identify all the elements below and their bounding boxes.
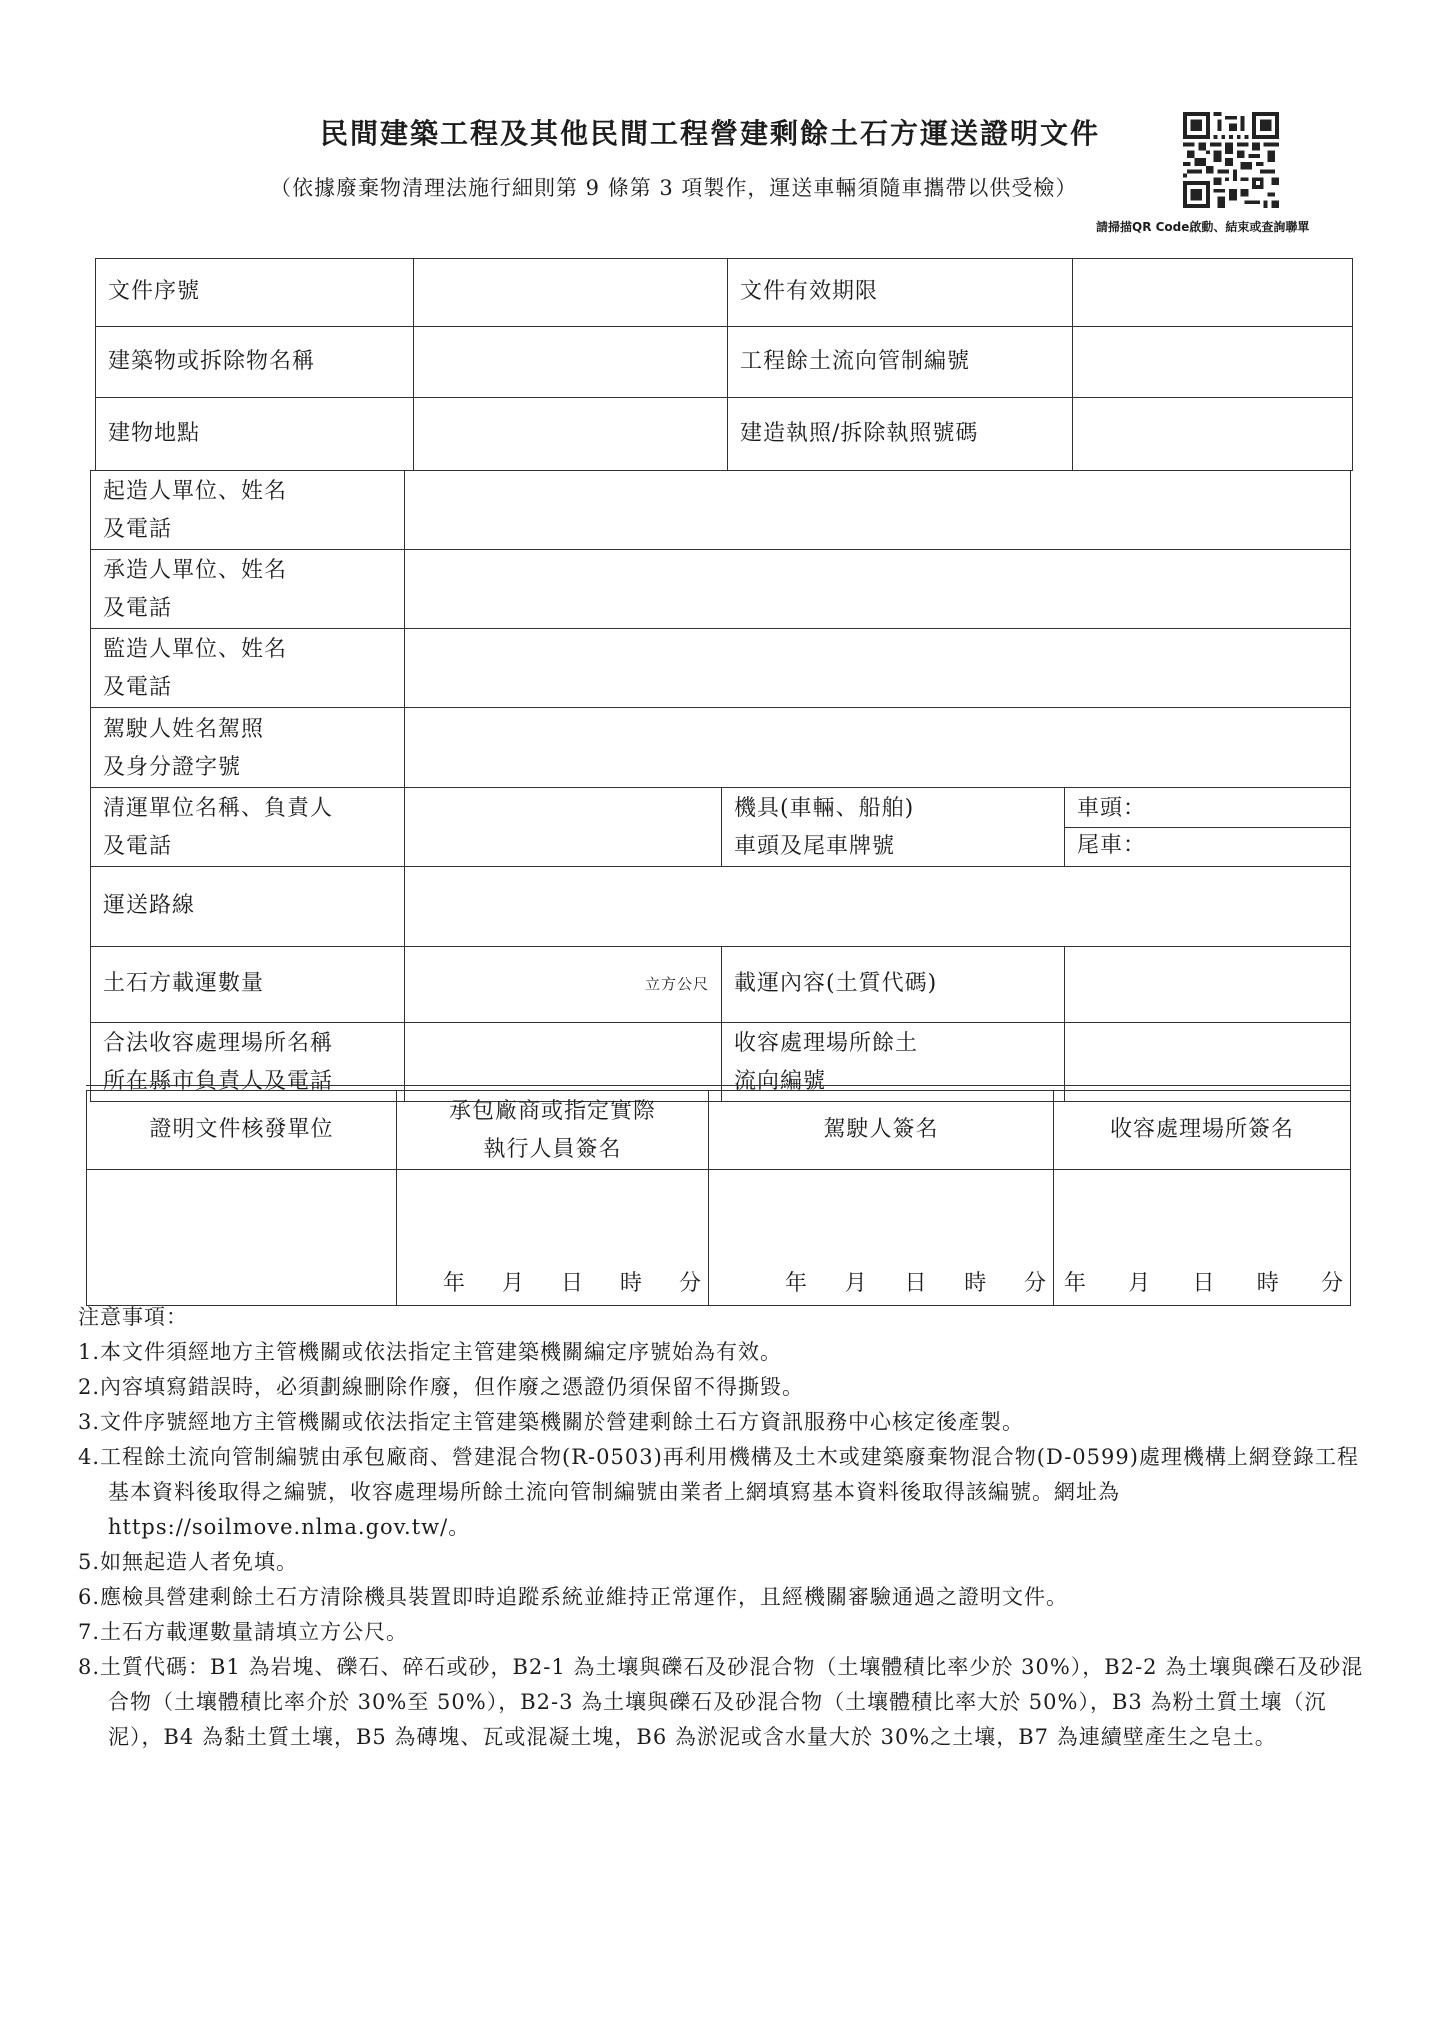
qr-caption: 請掃描QR Code啟動、結束或查詢聯單 bbox=[1096, 220, 1310, 234]
quantity-unit: 立方公尺 bbox=[644, 974, 709, 993]
table-row bbox=[91, 947, 1351, 1023]
table-row bbox=[96, 327, 1353, 398]
driver-label-line1: 駕駛人姓名駕照 bbox=[103, 716, 265, 742]
owner-label-line2: 及電話 bbox=[103, 517, 173, 542]
month-unit: 月 bbox=[501, 1270, 525, 1296]
facility-flow-label-line1: 收容處理場所餘土 bbox=[734, 1031, 919, 1056]
note-item: 1.本文件須經地方主管機關或依法指定主管建築機關編定序號始為有效。 bbox=[78, 1340, 783, 1364]
facility-sign-field[interactable] bbox=[1054, 1170, 1351, 1306]
year-unit: 年 bbox=[1064, 1270, 1088, 1296]
day-unit: 日 bbox=[1192, 1270, 1216, 1296]
hauler-label-line2: 及電話 bbox=[103, 834, 173, 859]
owner-label bbox=[91, 471, 405, 550]
facility-flow-label-line2: 流向編號 bbox=[734, 1069, 827, 1094]
table-row bbox=[96, 259, 1353, 327]
table-row bbox=[91, 550, 1351, 629]
owner-label-line1: 起造人單位、姓名 bbox=[103, 479, 288, 504]
table-row bbox=[87, 1170, 1351, 1306]
vehicle-label-line1: 機具(車輛、船舶) bbox=[734, 796, 915, 821]
doc-validity-field[interactable] bbox=[1073, 259, 1353, 327]
note-item: 5.如無起造人者免填。 bbox=[78, 1550, 299, 1574]
minute-unit: 分 bbox=[1023, 1270, 1047, 1296]
driver-label bbox=[91, 708, 405, 788]
driver-field[interactable] bbox=[405, 708, 1351, 788]
notes-heading: 注意事項： bbox=[78, 1305, 188, 1329]
section-divider bbox=[86, 1085, 1350, 1089]
facility-label-line2: 所在縣市負責人及電話 bbox=[103, 1069, 334, 1094]
content-label: 載運內容(土質代碼) bbox=[722, 947, 1065, 1023]
issuer-sign-field[interactable] bbox=[87, 1170, 397, 1306]
facility-sign-datetime bbox=[1058, 1267, 1350, 1301]
table-row bbox=[91, 867, 1351, 947]
contractor-label-line2: 及電話 bbox=[103, 596, 173, 621]
contractor-sign-label-line2: 執行人員簽名 bbox=[483, 1137, 622, 1162]
note-item: 3.文件序號經地方主管機關或依法指定主管建築機關於營建剩餘土石方資訊服務中心核定後產製。 bbox=[78, 1410, 1025, 1434]
transport-form-table bbox=[95, 258, 1353, 471]
hour-unit: 時 bbox=[964, 1270, 988, 1296]
facility-label-line1: 合法收容處理場所名稱 bbox=[103, 1031, 334, 1056]
doc-validity-label: 文件有效期限 bbox=[728, 259, 1073, 327]
building-name-field[interactable] bbox=[414, 327, 728, 398]
supervisor-label-line2: 及電話 bbox=[103, 675, 173, 700]
route-field[interactable] bbox=[405, 867, 1351, 947]
quantity-field[interactable] bbox=[405, 947, 722, 1023]
note-item: 6.應檢具營建剩餘土石方清除機具裝置即時追蹤系統並維持正常運作，且經機關審驗通過之證明文件。 bbox=[78, 1585, 1069, 1609]
contractor-sign-label bbox=[397, 1091, 709, 1170]
owner-field[interactable] bbox=[405, 471, 1351, 550]
permit-number-label: 建造執照/拆除執照號碼 bbox=[728, 398, 1073, 471]
contractor-sign-field[interactable] bbox=[397, 1170, 709, 1306]
quantity-label: 土石方載運數量 bbox=[91, 947, 405, 1023]
form-title: 民間建築工程及其他民間工程營建剩餘土石方運送證明文件 bbox=[320, 117, 1101, 150]
table-row bbox=[91, 708, 1351, 788]
vehicle-label-line2: 車頭及尾車牌號 bbox=[734, 834, 896, 859]
route-label: 運送路線 bbox=[91, 867, 405, 947]
hauler-label-line1: 清運單位名稱、負責人 bbox=[103, 796, 334, 821]
signature-table bbox=[86, 1090, 1351, 1306]
supervisor-label bbox=[91, 629, 405, 708]
hour-unit: 時 bbox=[1256, 1270, 1280, 1296]
table-row bbox=[87, 1091, 1351, 1170]
form-subtitle: （依據廢棄物清理法施行細則第 9 條第 3 項製作，運送車輛須隨車攜帶以供受檢） bbox=[270, 176, 1078, 200]
contractor-sign-datetime bbox=[437, 1267, 708, 1301]
vehicle-label bbox=[722, 788, 1065, 867]
table-row bbox=[91, 471, 1351, 550]
table-row bbox=[91, 788, 1351, 867]
trailer-plate-field[interactable]: 尾車： bbox=[1065, 827, 1350, 864]
table-row bbox=[91, 629, 1351, 708]
doc-serial-field[interactable] bbox=[414, 259, 728, 327]
supervisor-label-line1: 監造人單位、姓名 bbox=[103, 637, 288, 662]
note-item: 8.土質代碼：B1 為岩塊、礫石、碎石或砂，B2-1 為土壤與礫石及砂混合物（土壤體積比率少於 30%），B2-2 為土壤與礫石及砂混合物（土壤體積比率介於 30%至 50%），B2-3 為土壤與礫石及砂混合物（土壤體積比率大於 50%），B3 為粉土質土壤（沉泥），B4 為黏土質土壤，B5 為磚塊、瓦或混凝土塊，B6 為淤泥或含水量大於 30%之土壤，B7 為連續壁產生之皂土。 bbox=[78, 1655, 1364, 1749]
day-unit: 日 bbox=[904, 1270, 928, 1296]
hauler-field[interactable] bbox=[405, 788, 722, 867]
vehicle-plate-cell bbox=[1065, 788, 1351, 867]
doc-serial-label: 文件序號 bbox=[96, 259, 414, 327]
contractor-label bbox=[91, 550, 405, 629]
soil-flow-control-field[interactable] bbox=[1073, 327, 1353, 398]
hauler-label bbox=[91, 788, 405, 867]
parties-table bbox=[90, 470, 1351, 1102]
contractor-sign-label-line1: 承包廠商或指定實際 bbox=[448, 1099, 656, 1124]
building-name-label: 建築物或拆除物名稱 bbox=[96, 327, 414, 398]
minute-unit: 分 bbox=[1320, 1270, 1344, 1296]
content-field[interactable] bbox=[1065, 947, 1351, 1023]
note-item: 4.工程餘土流向管制編號由承包廠商、營建混合物(R-0503)再利用機構及土木或建築廢棄物混合物(D-0599)處理機構上網登錄工程基本資料後取得之編號，收容處理場所餘土流向管制編號由業者上網填寫基本資料後取得該編號。網址為 https://soilmove.nlma.gov.tw/。 bbox=[78, 1445, 1359, 1539]
building-location-label: 建物地點 bbox=[96, 398, 414, 471]
contractor-field[interactable] bbox=[405, 550, 1351, 629]
note-item: 2.內容填寫錯誤時，必須劃線刪除作廢，但作廢之憑證仍須保留不得撕毀。 bbox=[78, 1375, 805, 1399]
day-unit: 日 bbox=[560, 1270, 584, 1296]
minute-unit: 分 bbox=[678, 1270, 702, 1296]
year-unit: 年 bbox=[785, 1270, 809, 1296]
driver-sign-datetime bbox=[779, 1267, 1053, 1301]
supervisor-field[interactable] bbox=[405, 629, 1351, 708]
year-unit: 年 bbox=[443, 1270, 467, 1296]
tractor-plate-field[interactable]: 車頭： bbox=[1077, 795, 1147, 821]
driver-sign-field[interactable] bbox=[709, 1170, 1054, 1306]
contractor-label-line1: 承造人單位、姓名 bbox=[103, 558, 288, 583]
hour-unit: 時 bbox=[619, 1270, 643, 1296]
permit-number-field[interactable] bbox=[1073, 398, 1353, 471]
driver-label-line2: 及身分證字號 bbox=[103, 754, 242, 780]
note-item: 7.土石方載運數量請填立方公尺。 bbox=[78, 1620, 409, 1644]
soil-flow-control-label: 工程餘土流向管制編號 bbox=[728, 327, 1073, 398]
month-unit: 月 bbox=[1128, 1270, 1152, 1296]
qr-code-icon[interactable] bbox=[1183, 112, 1279, 208]
notes-section bbox=[78, 1300, 1368, 1755]
issuer-label: 證明文件核發單位 bbox=[87, 1091, 397, 1170]
table-row bbox=[96, 398, 1353, 471]
driver-sign-label: 駕駛人簽名 bbox=[709, 1091, 1054, 1170]
facility-sign-label: 收容處理場所簽名 bbox=[1054, 1091, 1351, 1170]
month-unit: 月 bbox=[844, 1270, 868, 1296]
building-location-field[interactable] bbox=[414, 398, 728, 471]
